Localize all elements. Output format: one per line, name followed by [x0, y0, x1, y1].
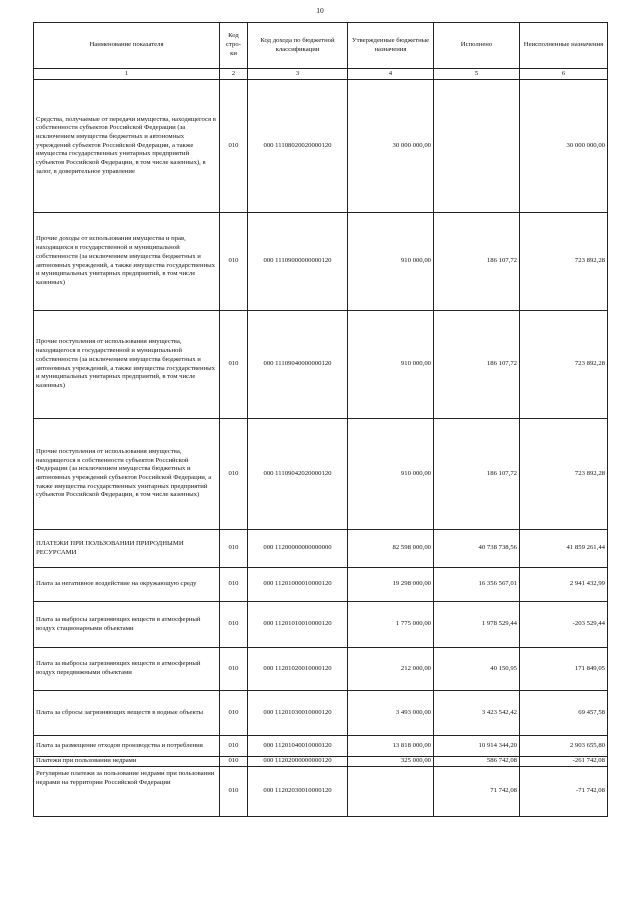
row-line-code: 010: [220, 648, 248, 691]
row-line-code: 010: [220, 80, 248, 213]
header-unexecuted: Неисполненные назначения: [520, 23, 608, 69]
row-unexecuted: 723 892,28: [520, 213, 608, 311]
row-line-code: 010: [220, 736, 248, 757]
row-name: Плата за негативное воздействие на окружающую среду: [34, 568, 220, 602]
row-name: Регулярные платежи за пользование недрами при пользовании недрами на территории Российской Федерации: [34, 767, 220, 817]
row-name: Плата за выбросы загрязняющих веществ в атмосферный воздух передвижными объектами: [34, 648, 220, 691]
row-line-code: 010: [220, 602, 248, 648]
row-executed: 3 423 542,42: [434, 691, 520, 736]
row-approved: 30 000 000,00: [348, 80, 434, 213]
row-executed: 71 742,08: [434, 767, 520, 817]
column-number: 4: [348, 69, 434, 80]
row-income-code: 000 11109000000000120: [248, 213, 348, 311]
row-executed: 40 738 738,56: [434, 530, 520, 568]
column-number: 5: [434, 69, 520, 80]
column-number: 2: [220, 69, 248, 80]
row-line-code: 010: [220, 311, 248, 419]
row-line-code: 010: [220, 419, 248, 530]
row-unexecuted: 2 903 655,80: [520, 736, 608, 757]
row-executed: 186 107,72: [434, 419, 520, 530]
table-header-row: [34, 23, 608, 69]
row-approved: 910 000,00: [348, 311, 434, 419]
row-income-code: 000 11108020020000120: [248, 80, 348, 213]
row-unexecuted: 41 859 261,44: [520, 530, 608, 568]
column-number: 3: [248, 69, 348, 80]
column-number: 6: [520, 69, 608, 80]
budget-report-table: [33, 22, 608, 817]
row-executed: 186 107,72: [434, 213, 520, 311]
row-approved: 910 000,00: [348, 213, 434, 311]
row-name: Прочие поступления от использования имущества, находящегося в собственности субъектов Российской Федерации (за исключением имущества бюджетных и автономных учреждений субъектов Российской Федерации, а также имущества государственных унитарных предприятий субъектов Российской Федерации, в том числе казенных): [34, 419, 220, 530]
row-unexecuted: 723 892,28: [520, 311, 608, 419]
row-approved: 910 000,00: [348, 419, 434, 530]
table-row: [34, 213, 608, 311]
row-income-code: 000 11202000000000120: [248, 757, 348, 767]
row-name: Плата за выбросы загрязняющих веществ в атмосферный воздух стационарными объектами: [34, 602, 220, 648]
row-income-code: 000 11109040000000120: [248, 311, 348, 419]
row-name: ПЛАТЕЖИ ПРИ ПОЛЬЗОВАНИИ ПРИРОДНЫМИ РЕСУРСАМИ: [34, 530, 220, 568]
row-executed: 40 150,95: [434, 648, 520, 691]
row-line-code: 010: [220, 213, 248, 311]
table-row: [34, 736, 608, 757]
row-income-code: 000 11201000010000120: [248, 568, 348, 602]
row-executed: 1 978 529,44: [434, 602, 520, 648]
row-executed: 16 356 567,01: [434, 568, 520, 602]
row-line-code: 010: [220, 691, 248, 736]
row-executed: 10 914 344,20: [434, 736, 520, 757]
row-unexecuted: -261 742,08: [520, 757, 608, 767]
row-line-code: 010: [220, 568, 248, 602]
row-approved: 212 000,00: [348, 648, 434, 691]
row-approved: 3 493 000,00: [348, 691, 434, 736]
row-name: Плата за размещение отходов производства и потребления: [34, 736, 220, 757]
row-unexecuted: 69 457,58: [520, 691, 608, 736]
row-approved: 82 598 000,00: [348, 530, 434, 568]
row-income-code: 000 11201020010000120: [248, 648, 348, 691]
row-approved: 1 775 000,00: [348, 602, 434, 648]
row-income-code: 000 11200000000000000: [248, 530, 348, 568]
row-income-code: 000 11201040010000120: [248, 736, 348, 757]
row-income-code: 000 11201030010000120: [248, 691, 348, 736]
table-row: [34, 757, 608, 767]
row-name: Прочие поступления от использования имущества, находящегося в государственной и муниципальной собственности (за исключением имущества бюджетных и автономных учреждений, а также имущества государственных и муниципальных унитарных предприятий, в том числе казенных): [34, 311, 220, 419]
header-line-code: Код стро- ки: [220, 23, 248, 69]
header-income-code: Код дохода по бюджетной классификации: [248, 23, 348, 69]
row-income-code: 000 11201010010000120: [248, 602, 348, 648]
table-row: [34, 767, 608, 817]
row-unexecuted: -203 529,44: [520, 602, 608, 648]
row-name: Средства, получаемые от передачи имущества, находящегося в собственности субъектов Российской Федерации (за исключением имущества бюджетных и автономных учреждений субъектов Российской Федерации, а также имущества государственных унитарных предприятий субъектов Российской Федерации, в том числе казенных), в залог, в доверительное управление: [34, 80, 220, 213]
row-unexecuted: -71 742,08: [520, 767, 608, 817]
header-approved: Утвержденные бюджетные назначения: [348, 23, 434, 69]
table-row: [34, 80, 608, 213]
column-number: 1: [34, 69, 220, 80]
header-indicator-name: Наименование показателя: [34, 23, 220, 69]
table-row: [34, 568, 608, 602]
row-name: Платежи при пользовании недрами: [34, 757, 220, 767]
row-approved: 325 000,00: [348, 757, 434, 767]
row-line-code: 010: [220, 767, 248, 817]
row-name: Прочие доходы от использования имущества и прав, находящихся в государственной и муниципальной собственности (за исключением имущества бюджетных и автономных учреждений, а также имущества государственных и муниципальных унитарных предприятий, в том числе казенных): [34, 213, 220, 311]
table-row: [34, 419, 608, 530]
column-number-row: [34, 69, 608, 80]
row-line-code: 010: [220, 530, 248, 568]
row-line-code: 010: [220, 757, 248, 767]
row-unexecuted: 171 849,05: [520, 648, 608, 691]
row-income-code: 000 11109042020000120: [248, 419, 348, 530]
table-row: [34, 602, 608, 648]
row-income-code: 000 11202030010000120: [248, 767, 348, 817]
table-row: [34, 648, 608, 691]
row-approved: 19 298 000,00: [348, 568, 434, 602]
row-approved: 13 818 000,00: [348, 736, 434, 757]
row-unexecuted: 2 941 432,99: [520, 568, 608, 602]
row-executed: 186 107,72: [434, 311, 520, 419]
table-row: [34, 530, 608, 568]
header-executed: Исполнено: [434, 23, 520, 69]
table-row: [34, 691, 608, 736]
row-unexecuted: 30 000 000,00: [520, 80, 608, 213]
table-row: [34, 311, 608, 419]
row-unexecuted: 723 892,28: [520, 419, 608, 530]
page-number: 10: [316, 6, 324, 15]
row-name: Плата за сбросы загрязняющих веществ в водные объекты: [34, 691, 220, 736]
row-executed: 586 742,08: [434, 757, 520, 767]
row-approved: [348, 767, 434, 817]
row-executed: [434, 80, 520, 213]
